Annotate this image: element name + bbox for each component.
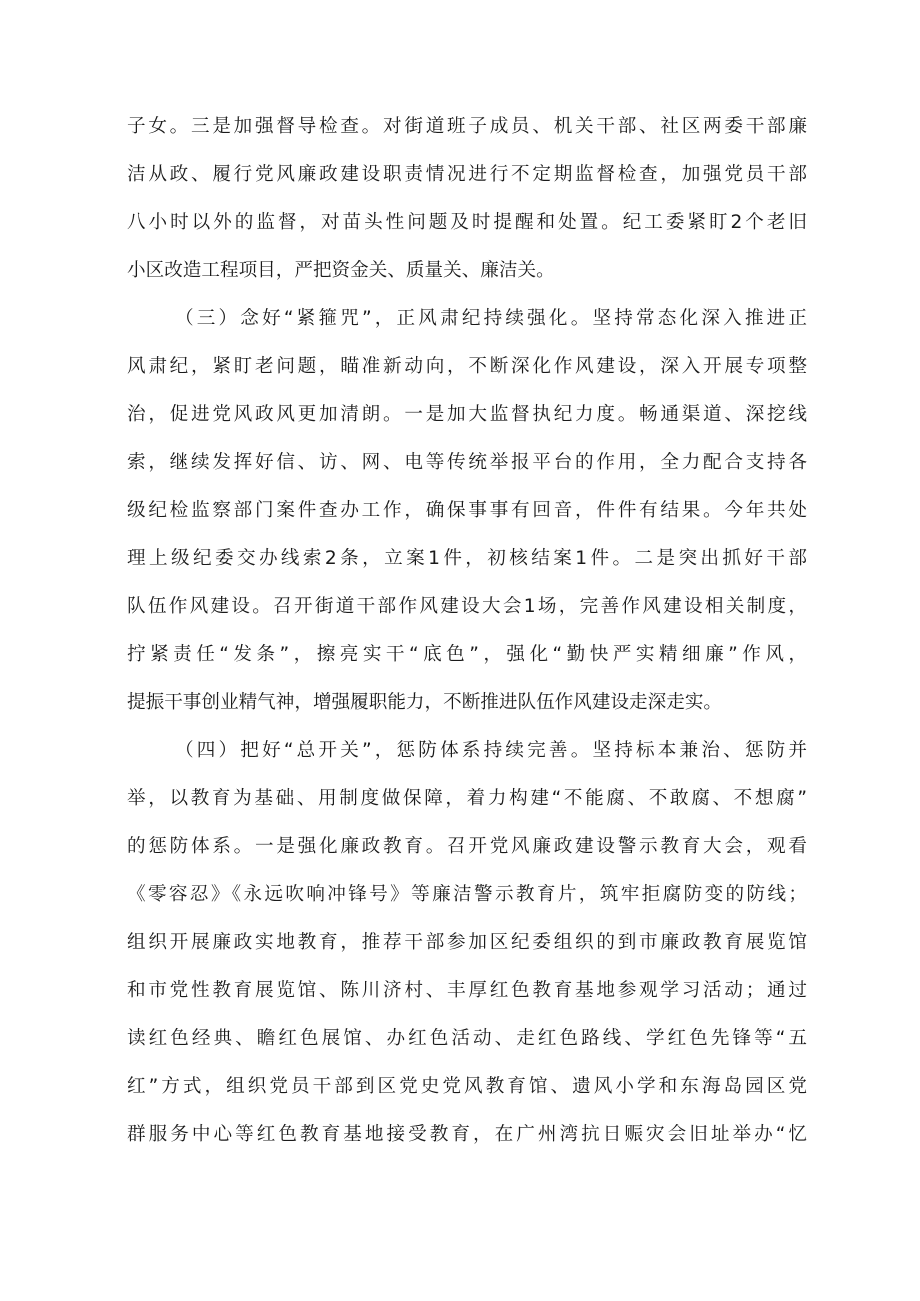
text-line: 群服务中心等红色教育基地接受教育，在广州湾抗日赈灾会旧址举办“忆 [127,1124,807,1145]
text-line: 子女。三是加强督导检查。对街道班子成员、机关干部、社区两委干部廉 [127,116,807,137]
text-line: 读红色经典、瞻红色展馆、办红色活动、走红色路线、学红色先锋等“五 [127,1028,807,1049]
text-line: 洁从政、履行党风廉政建设职责情况进行不定期监督检查，加强党员干部 [127,164,807,185]
text-line: 八小时以外的监督，对苗头性问题及时提醒和处置。纪工委紧盯2个老旧 [127,212,807,233]
text-line: 索，继续发挥好信、访、网、电等传统举报平台的作用，全力配合支持各 [127,452,807,473]
text-line: 和市党性教育展览馆、陈川济村、丰厚红色教育基地参观学习活动；通过 [127,980,807,1001]
text-line: 组织开展廉政实地教育，推荐干部参加区纪委组织的到市廉政教育展览馆 [127,932,807,953]
text-line: 红”方式，组织党员干部到区党史党风教育馆、遗风小学和东海岛园区党 [127,1076,807,1097]
text-line: 《零容忍》《永远吹响冲锋号》等廉洁警示教育片，筑牢拒腐防变的防线； [127,884,807,905]
text-line: 小区改造工程项目，严把资金关、质量关、廉洁关。 [127,260,555,281]
text-line: 提振干事创业精气神，增强履职能力，不断推进队伍作风建设走深走实。 [127,692,723,713]
paragraph-first-line: （四）把好“总开关”，惩防体系持续完善。坚持标本兼治、惩防并 [175,740,807,761]
text-line: 理上级纪委交办线索2条，立案1件，初核结案1件。二是突出抓好干部 [127,548,807,569]
text-line: 治，促进党风政风更加清朗。一是加大监督执纪力度。畅通渠道、深挖线 [127,404,807,425]
text-line: 级纪检监察部门案件查办工作，确保事事有回音，件件有结果。今年共处 [127,500,807,521]
text-line: 风肃纪，紧盯老问题，瞄准新动向，不断深化作风建设，深入开展专项整 [127,356,807,377]
text-line: 的惩防体系。一是强化廉政教育。召开党风廉政建设警示教育大会，观看 [127,836,807,857]
paragraph-first-line: （三）念好“紧箍咒”，正风肃纪持续强化。坚持常态化深入推进正 [175,308,807,329]
text-line: 举，以教育为基础、用制度做保障，着力构建“不能腐、不敢腐、不想腐” [127,788,807,809]
text-line: 队伍作风建设。召开街道干部作风建设大会1场，完善作风建设相关制度， [127,596,807,617]
text-line: 拧紧责任“发条”，擦亮实干“底色”，强化“勤快严实精细廉”作风， [127,644,807,665]
